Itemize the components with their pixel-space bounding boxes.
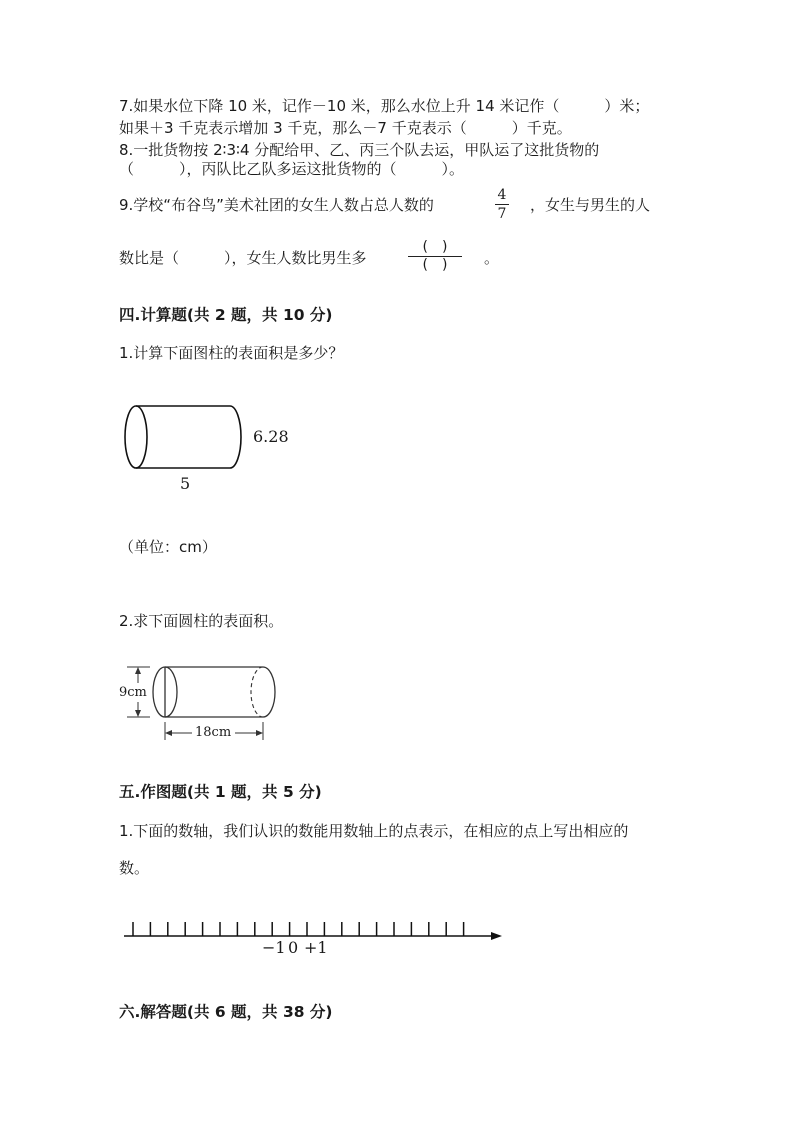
section4-q1: 1.计算下面图柱的表面积是多少？ — [119, 344, 344, 362]
fig1-length-label: 5 — [180, 474, 191, 493]
q9-end: 。 — [484, 249, 500, 267]
section5-heading: 五.作图题(共 1 题，共 5 分) — [119, 783, 322, 801]
fig1-circumference-label: 6.28 — [253, 427, 289, 446]
q9-fraction-numerator: 4 — [497, 187, 507, 203]
section5-q1-line2: 数。 — [119, 859, 150, 877]
arrow-right-icon — [491, 932, 502, 940]
q8-line1: 8.一批货物按 2∶3∶4 分配给甲、乙、丙三个队去运，甲队运了这批货物的 — [119, 141, 600, 159]
q7-line2: 如果＋3 千克表示增加 3 千克，那么－7 千克表示（ ）千克。 — [119, 119, 572, 137]
blank-denominator: ( ) — [422, 257, 448, 273]
q9-part1: 9.学校“布谷鸟”美术社团的女生人数占总人数的 — [119, 196, 434, 214]
fig2-length-label: 18cm — [195, 725, 232, 740]
q9-line2: 数比是（ ），女生人数比男生多 — [119, 249, 367, 267]
q9-part2: ，女生与男生的人 — [530, 196, 651, 214]
fig2-height-label: 9cm — [119, 685, 147, 700]
q7-line1: 7.如果水位下降 10 米，记作－10 米，那么水位上升 14 米记作（ ）米； — [119, 97, 650, 115]
q8-line2: （ ），丙队比乙队多运这批货物的（ ）。 — [119, 160, 465, 178]
blank-numerator: ( ) — [422, 239, 448, 255]
axis-label-minus-one: −1 — [262, 938, 286, 957]
section6-heading: 六.解答题(共 6 题，共 38 分) — [119, 1003, 333, 1021]
axis-label-plus-one: +1 — [304, 938, 328, 957]
q9-fraction-denominator: 7 — [497, 206, 507, 222]
section5-q1-line1: 1.下面的数轴，我们认识的数能用数轴上的点表示，在相应的点上写出相应的 — [119, 822, 629, 840]
section4-heading: 四.计算题(共 2 题，共 10 分) — [119, 306, 333, 324]
unit-note: （单位：cm） — [119, 538, 217, 556]
axis-label-zero: 0 — [288, 938, 299, 957]
section4-q2: 2.求下面圆柱的表面积。 — [119, 612, 284, 630]
